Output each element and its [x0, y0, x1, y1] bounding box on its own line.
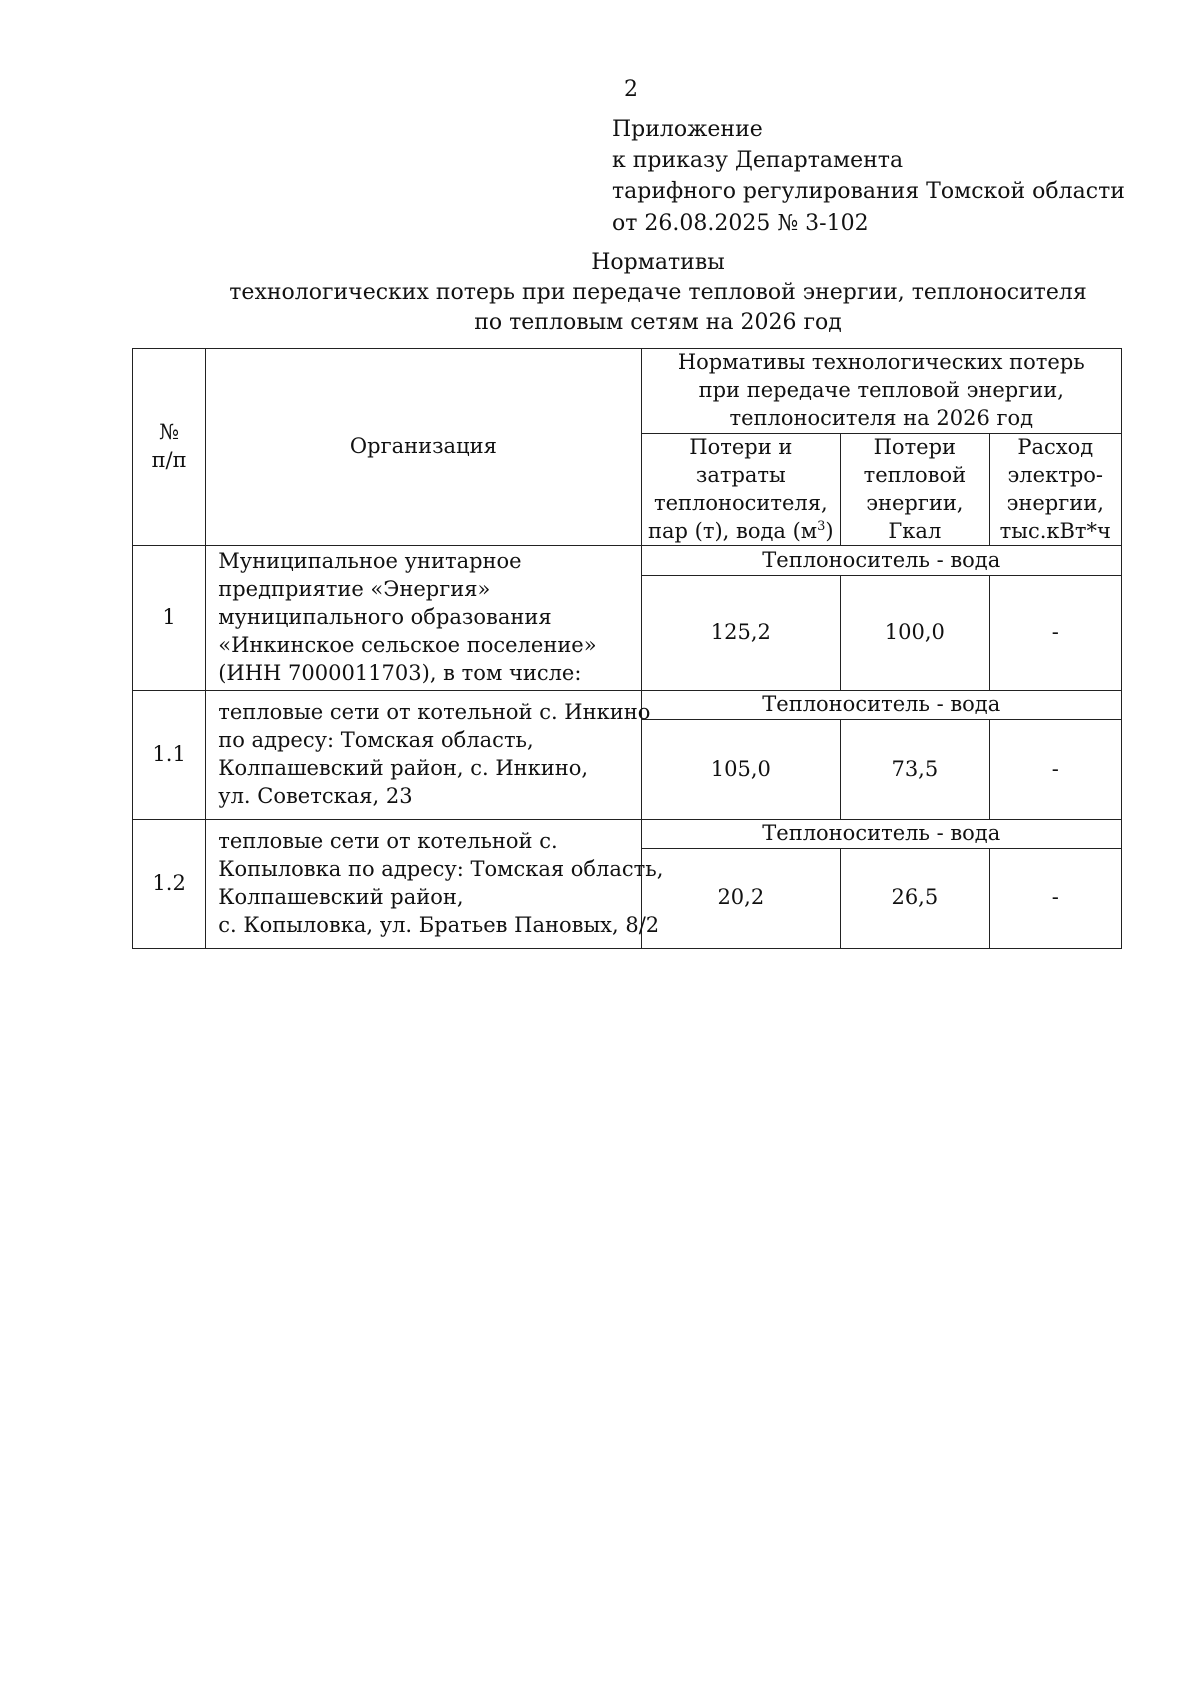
organization-line: ул. Советская, 23: [218, 783, 413, 808]
title-line: технологических потерь при передаче тепловой энергии, теплоносителя: [229, 279, 1087, 305]
carrier-type: Теплоноситель - вода: [641, 546, 1121, 576]
organization-line: муниципального образования: [218, 605, 552, 630]
table-header-row: [133, 349, 1122, 434]
heat-losses-value: 26,5: [841, 848, 989, 948]
header-text: затраты: [695, 462, 786, 487]
header-text: Потери и: [689, 434, 793, 459]
table-row: [133, 819, 1122, 848]
organization-line: с. Копыловка, ул. Братьев Пановых, 8/2: [218, 912, 660, 937]
carrier-type: Теплоноситель - вода: [641, 819, 1121, 848]
organization-line: Колпашевский район, с. Инкино,: [218, 756, 589, 781]
row-number: 1.1: [133, 691, 206, 820]
header-norms-group: [641, 349, 1121, 434]
appendix-line: к приказу Департамента: [612, 148, 904, 174]
heat-losses-value: 100,0: [841, 576, 989, 691]
header-text: электро-: [1007, 462, 1104, 487]
header-text: энергии,: [1006, 490, 1104, 515]
organization-line: предприятие «Энергия»: [218, 577, 491, 602]
header-text: Расход: [1017, 434, 1094, 459]
power-consumption-value: -: [989, 576, 1121, 691]
organization-cell: [206, 819, 664, 948]
organization-line: Копыловка по адресу: Томская область,: [218, 857, 664, 882]
header-text: тепловой: [863, 462, 967, 487]
header-text: энергии,: [866, 490, 964, 515]
carrier-losses-value: 20,2: [641, 848, 841, 948]
organization-line: тепловые сети от котельной с.: [218, 829, 558, 854]
appendix-line: от 26.08.2025 № 3-102: [612, 210, 869, 236]
appendix-header: [612, 114, 1125, 239]
organization-line: «Инкинское сельское поселение»: [218, 633, 597, 658]
header-text: №: [159, 420, 180, 445]
row-number: 1.2: [133, 819, 206, 948]
document-title: [0, 248, 1200, 338]
appendix-line: Приложение: [612, 117, 763, 142]
page-number: 2: [624, 77, 638, 102]
header-text: теплоносителя на 2026 год: [729, 405, 1034, 430]
title-line: Нормативы: [591, 250, 725, 275]
organization-line: (ИНН 7000011703), в том числе:: [218, 661, 582, 686]
header-text: Нормативы технологических потерь: [677, 350, 1085, 374]
carrier-type: Теплоноситель - вода: [641, 691, 1121, 720]
header-text-part: пар (т), вода (м: [648, 518, 818, 543]
table-row: [133, 546, 1122, 576]
header-unit-superscript: 3: [817, 518, 826, 534]
header-num: [133, 349, 206, 546]
heat-losses-value: 73,5: [841, 719, 989, 819]
header-text-part: ): [825, 518, 834, 543]
header-heat-losses: [841, 433, 989, 546]
header-text: [646, 518, 837, 546]
organization-line: тепловые сети от котельной с. Инкино: [218, 700, 651, 725]
header-text: п/п: [151, 448, 187, 473]
carrier-losses-value: 125,2: [641, 576, 841, 691]
header-organization: [206, 349, 641, 546]
power-consumption-value: -: [989, 848, 1121, 948]
header-text: теплоносителя,: [653, 490, 828, 515]
header-power-consumption: [989, 433, 1121, 546]
carrier-losses-value: 105,0: [641, 719, 841, 819]
row-number: 1: [133, 546, 206, 691]
title-line: по тепловым сетям на 2026 год: [474, 309, 842, 335]
header-text: Организация: [349, 434, 497, 459]
header-text: Гкал: [888, 518, 942, 543]
organization-line: Муниципальное унитарное: [218, 549, 522, 574]
organization-line: по адресу: Томская область,: [218, 728, 534, 753]
power-consumption-value: -: [989, 719, 1121, 819]
header-text: при передаче тепловой энергии,: [698, 377, 1064, 402]
organization-cell: [206, 546, 641, 691]
organization-cell: [206, 691, 651, 820]
organization-line: Колпашевский район,: [218, 884, 464, 909]
norms-table: [132, 348, 1122, 949]
table-row: [133, 691, 1122, 720]
header-text: тыс.кВт*ч: [999, 518, 1111, 543]
header-carrier-losses: [641, 433, 841, 546]
appendix-line: тарифного регулирования Томской области: [612, 179, 1125, 205]
header-text: Потери: [873, 434, 957, 459]
